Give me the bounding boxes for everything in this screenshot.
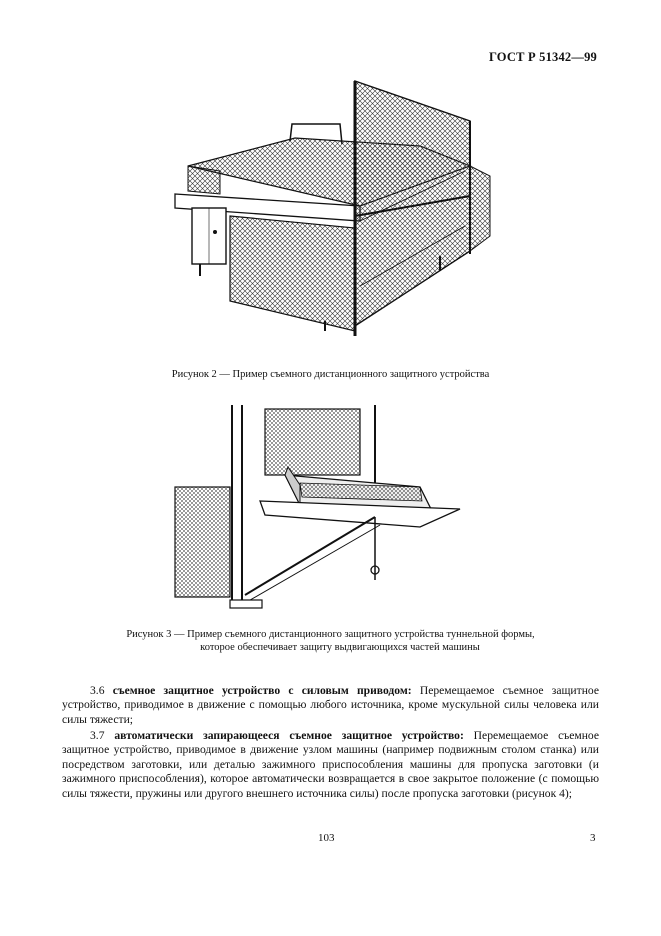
- section-3-6-definition: Перемещаемое съемное защитное устройство, приводимое в движение с помощью любого источника, кроме мускульной силы человека или силы тяжести;: [62, 684, 599, 726]
- standard-header: ГОСТ Р 51342—99: [488, 50, 597, 64]
- page-number: 3: [590, 832, 596, 844]
- section-3-7-term: автоматически запирающееся съемное защитное устройство:: [114, 729, 464, 742]
- figure-3-caption-line-2: которое обеспечивает защиту выдвигающихся частей машины: [200, 642, 480, 653]
- section-3-7-definition: Перемещаемое съемное защитное устройство, приводимое в движение узлом машины (например подвижным столом станка) или посредством заготовки, или деталью зажимного приспособления машины для пропуска заготовки (и зажимного приспособления), которое автоматически возвращается в свое закрытое положение (с помощью силы тяжести, пружины или другого внешнего источника силы) после пропуска заготовки (рисунок 4);: [62, 729, 599, 800]
- section-3-6: [62, 684, 599, 727]
- section-3-7-number: 3.7: [90, 729, 105, 742]
- section-3-6-term: съемное защитное устройство с силовым приводом:: [112, 684, 412, 697]
- figure-2-illustration: [170, 76, 500, 348]
- footer-center-number: 103: [318, 832, 335, 844]
- figure-3-caption-line-1: Рисунок 3 — Пример съемного дистанционного защитного устройства туннельной формы,: [126, 629, 535, 640]
- figure-3-illustration: [170, 405, 470, 617]
- figure-2-caption: Рисунок 2 — Пример съемного дистанционного защитного устройства: [171, 369, 490, 380]
- section-3-7: [62, 729, 599, 801]
- section-3-6-number: 3.6: [90, 684, 105, 697]
